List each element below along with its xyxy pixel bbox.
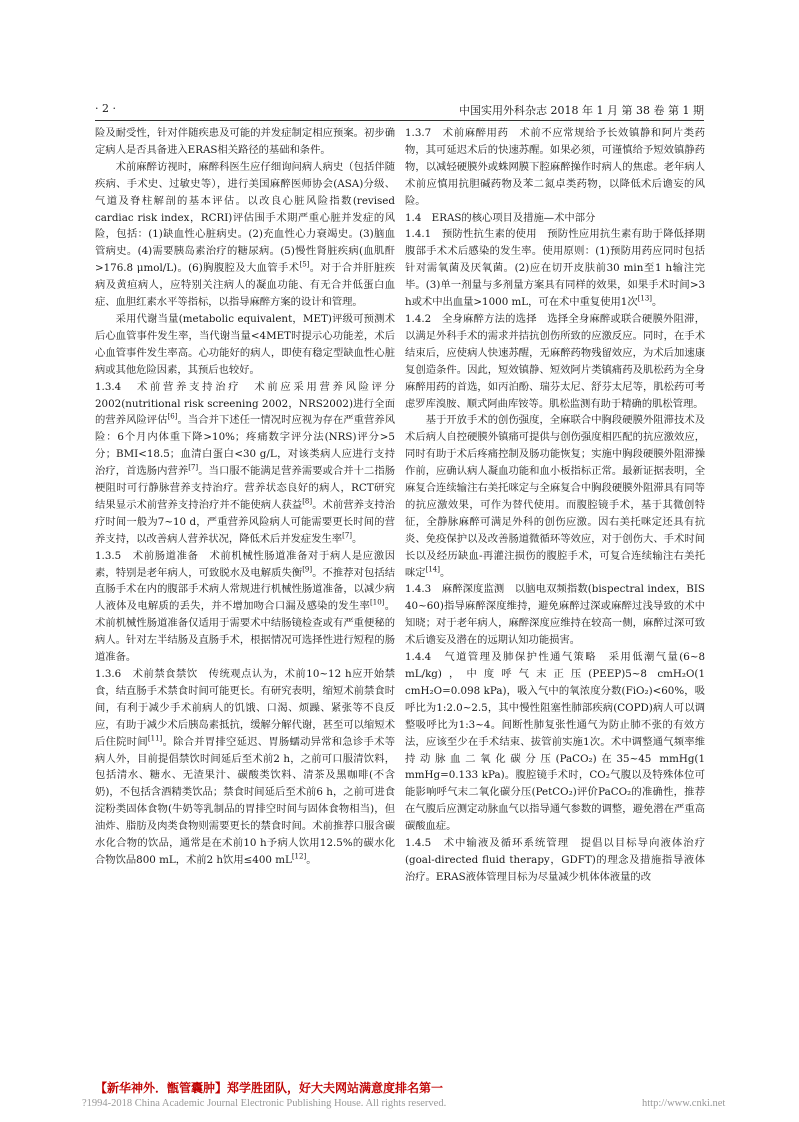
paragraph-text: 。 bbox=[306, 853, 317, 866]
paragraph-text: 1.4.1 预防性抗生素的使用 预防性应用抗生素有助于降低择期腹部手术术后感染的发生率。使用原则：(1)预防用药应同时包括针对需氧菌及厌氧菌。(2)应在切开皮肤前30 min至1 h输注完毕。(3)单一剂量与多剂量方案具有同样的效果，如果手术时间>3 h或术中出血量>1000 mL，可在术中重复使用1次 bbox=[405, 228, 705, 309]
left-column bbox=[95, 125, 395, 869]
paragraph bbox=[405, 581, 705, 649]
journal-info: 中国实用外科杂志 2018 年 1 月 第 38 卷 第 1 期 bbox=[459, 104, 704, 117]
paragraph-text: 1.4.3 麻醉深度监测 以脑电双频指数(bispectral index，BIS 40~60)指导麻醉深度维持，避免麻醉过深或麻醉过浅导致的术中知晓；对于老年病人，麻醉深度应维持在较高一侧，麻醉过深可致术后谵妄及潜在的远期认知功能损害。 bbox=[405, 583, 705, 647]
paragraph bbox=[95, 666, 395, 869]
paragraph-text: 。当口服不能满足营养需要或合并十二指肠梗阻时可行静脉营养支持治疗。营养状态良好的病人，RCT研究结果显示术前营养支持治疗并不能使病人获益 bbox=[95, 465, 396, 511]
paragraph-text: 1.4.5 术中输液及循环系统管理 提倡以目标导向液体治疗(goal-directed fluid therapy，GDFT)的理念及措施指导液体治疗。ERAS液体管理目标为尽量减少机体体液量的改 bbox=[405, 837, 705, 883]
promo-banner[interactable]: 【新华神外．甑管囊肿】郑学胜团队，好大夫网站满意度排名第一 bbox=[95, 1081, 444, 1095]
citation-ref[interactable]: [9] bbox=[302, 565, 313, 574]
paragraph bbox=[95, 311, 395, 379]
paragraph bbox=[95, 548, 395, 666]
paragraph-text: 。当合并下述任一情况时应视为存在严重营养风险：6个月内体重下降>10%；疼痛数字评分法(NRS)评分>5分；BMI<18.5；血清白蛋白<30 g/L，对该类病人应进行支持治疗，首选肠内营养 bbox=[95, 414, 396, 478]
paragraph-text: 。 bbox=[439, 566, 451, 579]
paragraph bbox=[95, 159, 395, 311]
paragraph-text: 基于开放手术的创伤强度，全麻联合中胸段硬膜外阻滞技术及术后病人自控硬膜外镇痛可提供与创伤强度相匹配的抗应激效应，同时有助于术后疼痛控制及肠功能恢复；实施中胸段硬膜外阻滞操作前，应确认病人凝血功能和血小板指标正常。最新证据表明，全麻复合连续输注右美托咪定与全麻复合中胸段硬膜外阻滞具有同等的抗应激效果，可作为替代使用。而腹腔镜手术，基于其微创特征，全静脉麻醉可满足外科的创伤应激。因右美托咪定还具有抗炎、免疫保护以及改善肠道微循环等效应，对于创伤大、手术时间长以及经历缺血-再灌注损伤的腹腔手术，可复合连续输注右美托咪定 bbox=[405, 414, 705, 579]
header-rule bbox=[95, 120, 704, 121]
citation-ref[interactable]: [5] bbox=[299, 260, 310, 269]
citation-ref[interactable]: [12] bbox=[291, 852, 307, 861]
cnki-url[interactable]: http://www.cnki.net bbox=[642, 1098, 726, 1109]
paragraph-text: 1.3.7 术前麻醉用药 术前不应常规给予长效镇静和阿片类药物，其可延迟术后的快速苏醒。如果必须，可谨慎给予短效镇静药物，以减轻硬膜外或蛛网膜下腔麻醉操作时病人的焦虑。老年病人术前应慎用抗胆碱药物及苯二氮卓类药物，以降低术后谵妄的风险。 bbox=[405, 127, 705, 207]
paragraph-text: 1.4.2 全身麻醉方法的选择 选择全身麻醉或联合硬膜外阻滞，以满足外科手术的需求并拮抗创伤所致的应激反应。同时，在手术结束后，应使病人快速苏醒，无麻醉药物残留效应，为术后加速康复创造条件。因此，短效镇静、短效阿片类镇痛药及肌松药为全身麻醉用药的首选，如丙泊酚、瑞芬太尼、舒芬太尼等，肌松药可考虑罗库溴胺、顺式阿曲库铵等。肌松监测有助于精确的肌松管理。 bbox=[405, 312, 705, 410]
running-header bbox=[95, 100, 704, 120]
paragraph bbox=[405, 311, 705, 412]
citation-ref[interactable]: [11] bbox=[147, 734, 163, 743]
paragraph bbox=[95, 379, 395, 548]
paragraph-text: 。 bbox=[352, 532, 363, 545]
paragraph bbox=[405, 835, 705, 886]
paragraph-text: 采用代谢当量(metabolic equivalent，MET)评级可预测术后心血管事件发生率，当代谢当量<4MET时提示心功能差，术后心血管事件发生率高。心功能好的病人，即使有稳定型缺血性心脏病或其他危险因素，其预后也较好。 bbox=[95, 312, 395, 376]
copyright-line bbox=[82, 1098, 726, 1109]
paragraph-text: 术前麻醉访视时，麻醉科医生应仔细询问病人病史（包括伴随疾病、手术史、过敏史等），进行美国麻醉医师协会(ASA)分级、气道及脊柱解剖的基本评估。以改良心脏风险指数(revised cardiac risk index，RCRI)评估围手术期严重心脏并发症的风险，包括：(1)缺血性心脏病史。(2)充血性心力衰竭史。(3)脑血管病史。(4)需要胰岛素治疗的糖尿病。(5)慢性肾脏疾病(血肌酐>176.8 μmol/L)。(6)胸腹腔及大血管手术 bbox=[95, 160, 395, 275]
paragraph-text: 。术前营养支持治疗时间一般为7~10 d，严重营养风险病人可能需要更长时间的营养支持，以改善病人营养状况，降低术后并发症发生率 bbox=[95, 498, 396, 545]
paragraph-text: 1.4.4 气道管理及肺保护性通气策略 采用低潮气量(6~8 mL/kg)，中度呼气末正压(PEEP)5~8 cmH₂O(1 cmH₂O=0.098 kPa)，吸入气中的氧浓度分数(FiO₂)<60%，吸呼比为1:2.0~2.5，其中慢性阻塞性肺部疾病(COPD)病人可以调整吸呼比为1:3~4。间断性肺复张性通气为防止肺不张的有效方法，应该至少在手术结束、拔管前实施1次。术中调整通气频率维持动脉血二氧化碳分压(PaCO₂)在35~45 mmHg(1 mmHg=0.133 kPa)。腹腔镜手术时，CO₂气腹以及特殊体位可能影响呼气末二氧化碳分压(PetCO₂)评价PaCO₂的准确性，推荐在气腹后应测定动脉血气以指导通气参数的调整，避免潜在严重高碳酸血症。 bbox=[405, 651, 705, 833]
paragraph bbox=[405, 125, 705, 210]
right-column bbox=[405, 125, 705, 886]
paragraph-text: 。对于合并肝脏疾病及黄疸病人，应特别关注病人的凝血功能、有无合并低蛋白血症、血胆红素水平等指标，以指导麻醉方案的设计和管理。 bbox=[95, 262, 395, 309]
citation-ref[interactable]: [7] bbox=[342, 531, 353, 540]
paragraph-text: 。 bbox=[652, 296, 663, 309]
paragraph bbox=[405, 412, 705, 581]
citation-ref[interactable]: [14] bbox=[425, 565, 440, 574]
paragraph-text: 1.3.6 术前禁食禁饮 传统观点认为，术前10~12 h应开始禁食，结直肠手术禁食时间可能更长。有研究表明，缩短术前禁食时间，有利于减少手术前病人的饥饿、口渴、烦躁、紧张等不良反应，有助于减少术后胰岛素抵抗，缓解分解代谢，甚至可以缩短术后住院时间 bbox=[95, 668, 395, 748]
paragraph bbox=[405, 226, 705, 311]
paragraph-text: 1.4 ERAS的核心项目及措施—术中部分 bbox=[405, 211, 596, 224]
copyright-text: ?1994-2018 China Academic Journal Electronic Publishing House. All rights reserved. bbox=[82, 1098, 447, 1109]
paragraph-text: 1.3.4 术前营养支持治疗 术前应采用营养风险评分2002(nutritional risk screening 2002，NRS2002)进行全面的营养风险评估 bbox=[95, 380, 395, 427]
citation-ref[interactable]: [13] bbox=[637, 294, 653, 303]
paragraph-text: 。不推荐对包括结直肠手术在内的腹部手术病人常规进行机械性肠道准备，以减少病人液体及电解质的丢失，并不增加吻合口漏及感染的发生率 bbox=[95, 566, 396, 613]
citation-ref[interactable]: [8] bbox=[302, 497, 313, 506]
citation-ref[interactable]: [6] bbox=[167, 412, 178, 421]
citation-ref[interactable]: [7] bbox=[188, 463, 199, 472]
paragraph-text: 。术前机械性肠道准备仅适用于需要术中结肠镜检查或有严重便秘的病人。针对左半结肠及直肠手术，根据情况可选择性进行短程的肠道准备。 bbox=[95, 600, 396, 664]
paragraph-text: 1.3.5 术前肠道准备 术前机械性肠道准备对于病人是应激因素，特别是老年病人，可致脱水及电解质失衡 bbox=[95, 549, 395, 579]
citation-ref[interactable]: [10] bbox=[370, 598, 385, 607]
paragraph bbox=[405, 649, 705, 835]
paragraph bbox=[405, 210, 705, 227]
page-number: · 2 · bbox=[95, 102, 116, 115]
paragraph-text: 。除合并胃排空延迟、胃肠蠕动异常和急诊手术等病人外，目前提倡禁饮时间延后至术前2 h，之前可口服清饮料，包括清水、糖水、无渣果汁、碳酸类饮料、清茶及黑咖啡(不含奶)，不包括含酒精类饮品；禁食时间延后至术前6 h，之前可进食淀粉类固体食物(牛奶等乳制品的胃排空时间与固体食物相当)，但油炸、脂肪及肉类食物则需要更长的禁食时间。术前推荐口服含碳水化合物的饮品，通常是在术前10 h予病人饮用12.5%的碳水化合物饮品800 mL，术前2 h饮用≤400 mL bbox=[95, 735, 396, 866]
paragraph-text: 险及耐受性，针对伴随疾患及可能的并发症制定相应预案。初步确定病人是否具备进入ERAS相关路径的基础和条件。 bbox=[95, 127, 395, 156]
paragraph bbox=[95, 125, 395, 159]
